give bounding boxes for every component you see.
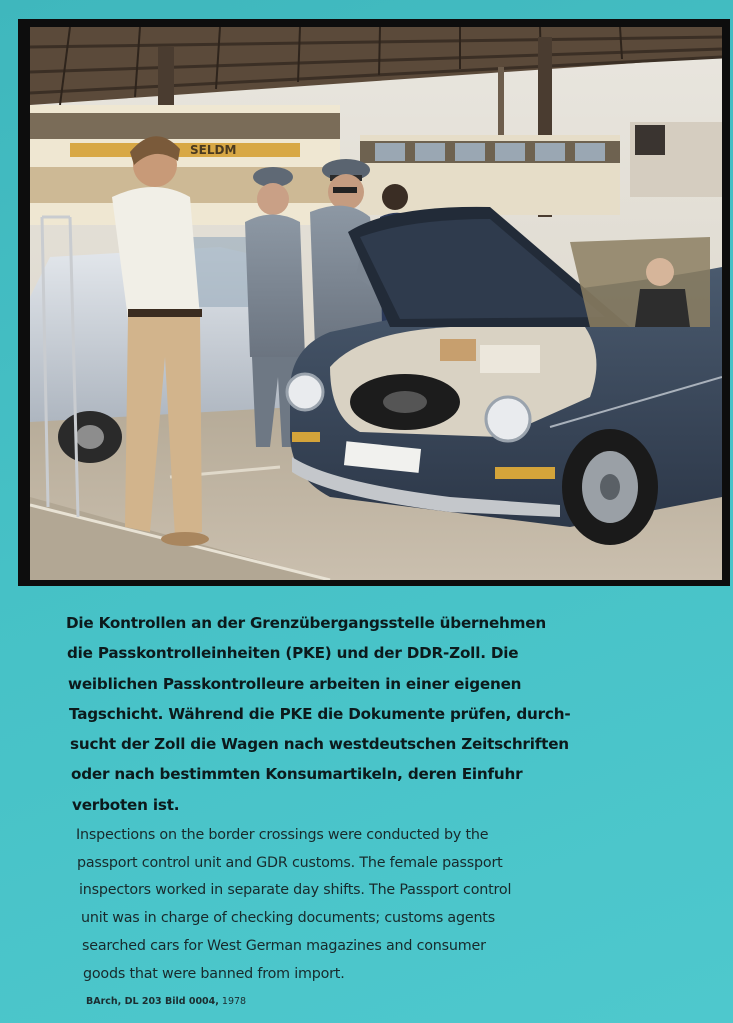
credit-source: BArch, DL 203 Bild 0004,: [86, 996, 219, 1007]
caption-de-line: die Passkontrolleinheiten (PKE) und der DDR-Zoll. Die: [67, 644, 519, 663]
caption-de-line: verboten ist.: [72, 795, 180, 814]
credit-year: 1978: [221, 996, 247, 1007]
border-inspection-photo: [30, 27, 722, 580]
caption-de-line: oder nach bestimmten Konsumartikeln, deren Einfuhr: [71, 765, 523, 784]
caption-en-line: goods that were banned from import.: [83, 965, 345, 982]
caption-english: [76, 822, 556, 988]
caption-de-line: sucht der Zoll die Wagen nach westdeutschen Zeitschriften: [70, 735, 569, 754]
photo-credit: [86, 996, 246, 1007]
caption-en-line: unit was in charge of checking documents; customs agents: [81, 910, 495, 927]
caption-de-line: Tagschicht. Während die PKE die Dokumente prüfen, durch-: [69, 704, 571, 723]
caption-en-line: searched cars for West German magazines and consumer: [82, 937, 486, 954]
caption-german: [66, 608, 571, 820]
caption-de-line: Die Kontrollen an der Grenzübergangsstelle übernehmen: [66, 614, 547, 632]
caption-en-line: inspectors worked in separate day shifts. The Passport control: [79, 882, 512, 899]
caption-en-line: Inspections on the border crossings were conducted by the: [76, 827, 489, 843]
caption-de-line: weiblichen Passkontrolleure arbeiten in einer eigenen: [68, 674, 522, 693]
bus-sign-text: SELDM: [190, 143, 237, 157]
caption-en-line: passport control unit and GDR customs. The female passport: [77, 854, 503, 871]
